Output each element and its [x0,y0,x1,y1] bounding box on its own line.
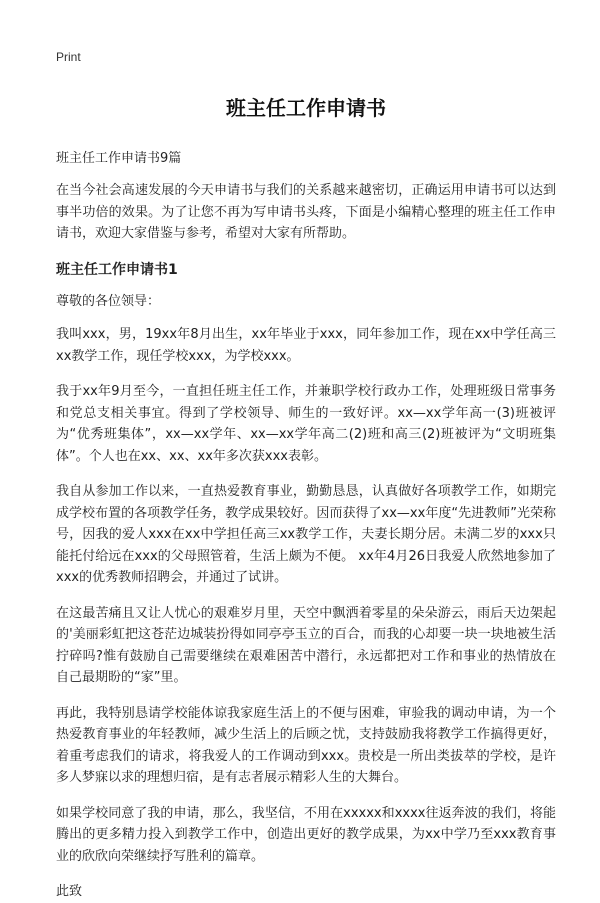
body-paragraph-3: 我自从参加工作以来，一直热爱教育事业，勤勤恳恳，认真做好各项教学工作，如期完成学校布置的各项教学任务，教学成果较好。因而获得了xx—xx年度“先进教师”光荣称号，因我的爱人xxx在xx中学担任高三xx教学工作，夫妻长期分居。未满二岁的xxx只能托付给远在xxx的父母照管着，生活上颇为不便。 xx年4月26日我爱人欣然地参加了xxx的优秀教师招聘会，并通过了试讲。 [56,484,556,585]
body-paragraph-4: 在这最苦痛且又让人忧心的艰难岁月里，天空中飘洒着零星的朵朵游云，雨后天边架起的'美丽彩虹把这苍茫边城装扮得如同亭亭玉立的百合，而我的心却要一块一块地被生活拧碎吗?惟有鼓励自己需要继续在艰难困苦中潜行，永远都把对工作和事业的热情放在自己最期盼的“家”里。 [56,605,556,685]
salutation: 尊敬的各位领导： [56,293,161,309]
body-paragraph-5: 再此，我特别恳请学校能体谅我家庭生活上的不便与困难，审验我的调动申请，为一个热爱教育事业的年轻教师，减少生活上的后顾之忧，支持鼓励我将教学工作搞得更好，着重考虑我们的请求，将我爱人的工作调动到xxx。贵校是一所出类拔萃的学校，是许多人梦寐以求的理想归宿，是有志者展示精彩人生的大舞台。 [56,705,556,785]
body-paragraph-2: 我于xx年9月至今，一直担任班主任工作，并兼职学校行政办工作，处理班级日常事务和党总支相关事宜。得到了学校领导、师生的一致好评。xx—xx学年高一(3)班被评为“优秀班集体”，xx—xx学年、xx—xx学年高二(2)班和高三(2)班被评为“文明班集体”。个人也在xx、xx、xx年多次获xxx表彰。 [56,384,556,464]
section-heading: 班主任工作申请书1 [56,261,178,278]
intro-paragraph: 在当今社会高速发展的今天申请书与我们的关系越来越密切，正确运用申请书可以达到事半功倍的效果。为了让您不再为写申请书头疼，下面是小编精心整理的班主任工作申请书，欢迎大家借鉴与参考，希望对大家有所帮助。 [56,183,556,241]
subtitle: 班主任工作申请书9篇 [56,151,182,166]
body-paragraph-6: 如果学校同意了我的申请，那么，我坚信，不用在xxxxx和xxxx往返奔波的我们，将能腾出的更多精力投入到教学工作中，创造出更好的教学成果，为xx中学乃至xxx教育事业的欣欣向荣继续抒写胜利的篇章。 [56,805,556,864]
page-title: 班主任工作申请书 [226,96,386,120]
print-link[interactable]: Print [56,50,81,64]
body-paragraph-1: 我叫xxx，男，19xx年8月出生，xx年毕业于xxx，同年参加工作，现在xx中学任高三xx教学工作，现任学校xxx，为学校xxx。 [56,327,556,364]
closing: 此致 [56,884,83,899]
